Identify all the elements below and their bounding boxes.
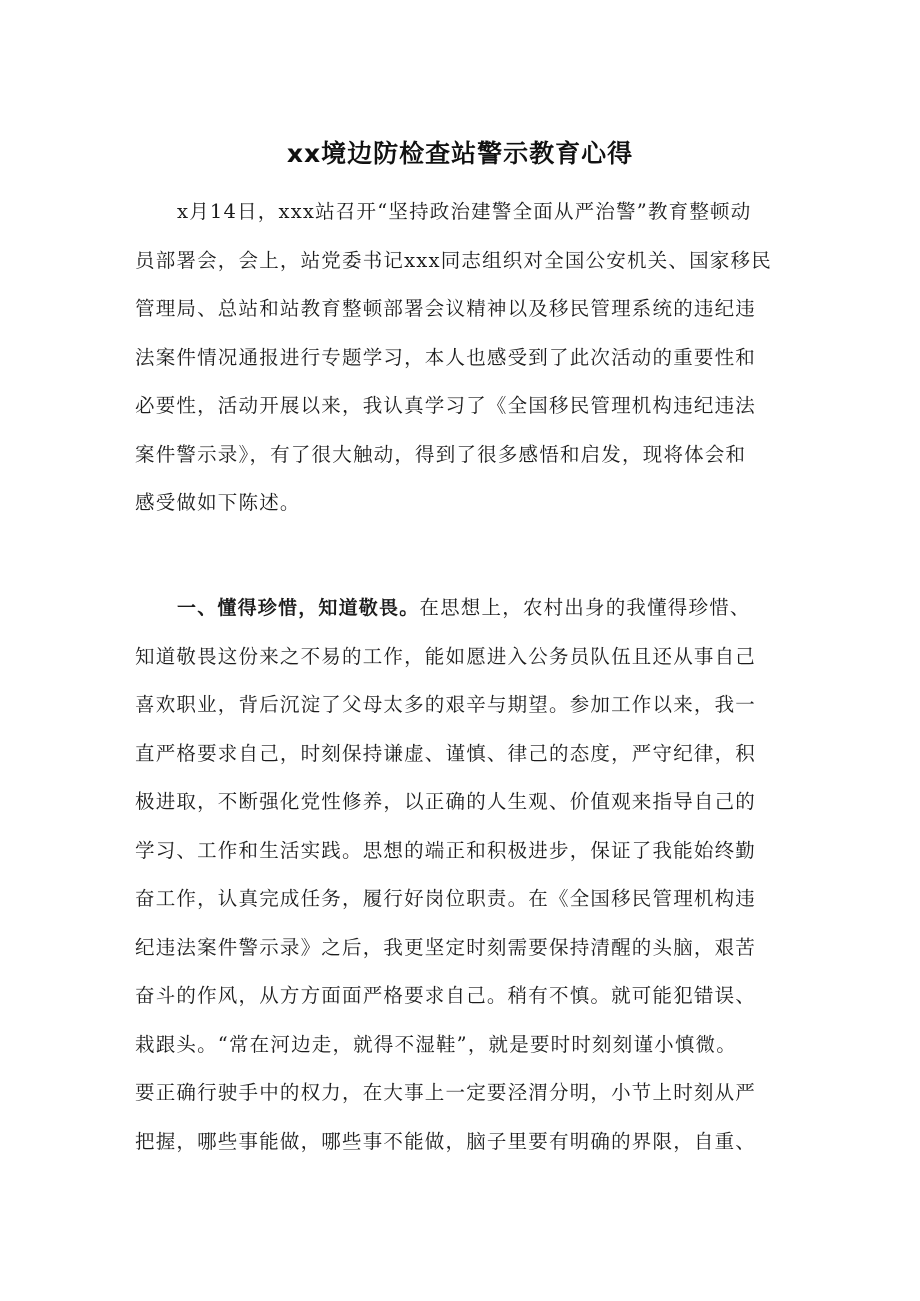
text-line: x月14日，xxx站召开“坚持政治建警全面从严治警”教育整顿动 [177, 200, 752, 223]
text-line: 知道敬畏这份来之不易的工作，能如愿进入公务员队伍且还从事自己 [135, 644, 757, 668]
text-line: 奋斗的作风，从方方面面严格要求自己。稍有不慎。就可能犯错误、 [135, 984, 757, 1007]
text-line: 必要性，活动开展以来，我认真学习了《全国移民管理机构违纪违法 [135, 394, 757, 417]
text-line: 感受做如下陈述。 [135, 491, 301, 514]
text-line: 要正确行驶手中的权力，在大事上一定要泾渭分明，小节上时刻从严 [135, 1081, 757, 1104]
paragraph-intro [135, 188, 787, 528]
text-line: 奋工作，认真完成任务，履行好岗位职责。在《全国移民管理机构违 [135, 887, 757, 910]
text-line: 栽跟头。“常在河边走，就得不湿鞋”，就是要时时刻刻谨小慎微。 [135, 1032, 737, 1056]
text-line: 学习、工作和生活实践。思想的端正和积极进步，保证了我能始终勤 [135, 838, 757, 862]
section-first-line-text: 在思想上，农村出身的我懂得珍惜、 [419, 596, 751, 619]
text-line: 直严格要求自己，时刻保持谦虚、谨慎、律己的态度，严守纪律，积 [135, 741, 757, 765]
text-line: 极进取，不断强化党性修养，以正确的人生观、价值观来指导自己的 [135, 790, 757, 813]
paragraph-section-one [135, 584, 787, 1166]
section-heading: 一、懂得珍惜，知道敬畏。 [177, 597, 420, 619]
text-line: 把握，哪些事能做，哪些事不能做，脑子里要有明确的界限，自重、 [135, 1129, 757, 1153]
text-line: 案件警示录》，有了很大触动，得到了很多感悟和启发，现将体会和 [135, 442, 747, 466]
section-first-line [135, 584, 787, 633]
text-line: 员部署会，会上，站党委书记xxx同志组织对全国公安机关、国家移民 [135, 248, 772, 272]
text-line: 管理局、总站和站教育整顿部署会议精神以及移民管理系统的违纪违 [135, 297, 757, 320]
text-line: 法案件情况通报进行专题学习，本人也感受到了此次活动的重要性和 [135, 345, 757, 369]
text-line: 纪违法案件警示录》之后，我更坚定时刻需要保持清醒的头脑，艰苦 [135, 935, 757, 959]
text-line: 喜欢职业，背后沉淀了父母太多的艰辛与期望。参加工作以来，我一 [135, 693, 757, 716]
document-title: xx境边防检查站警示教育心得 [286, 139, 634, 168]
